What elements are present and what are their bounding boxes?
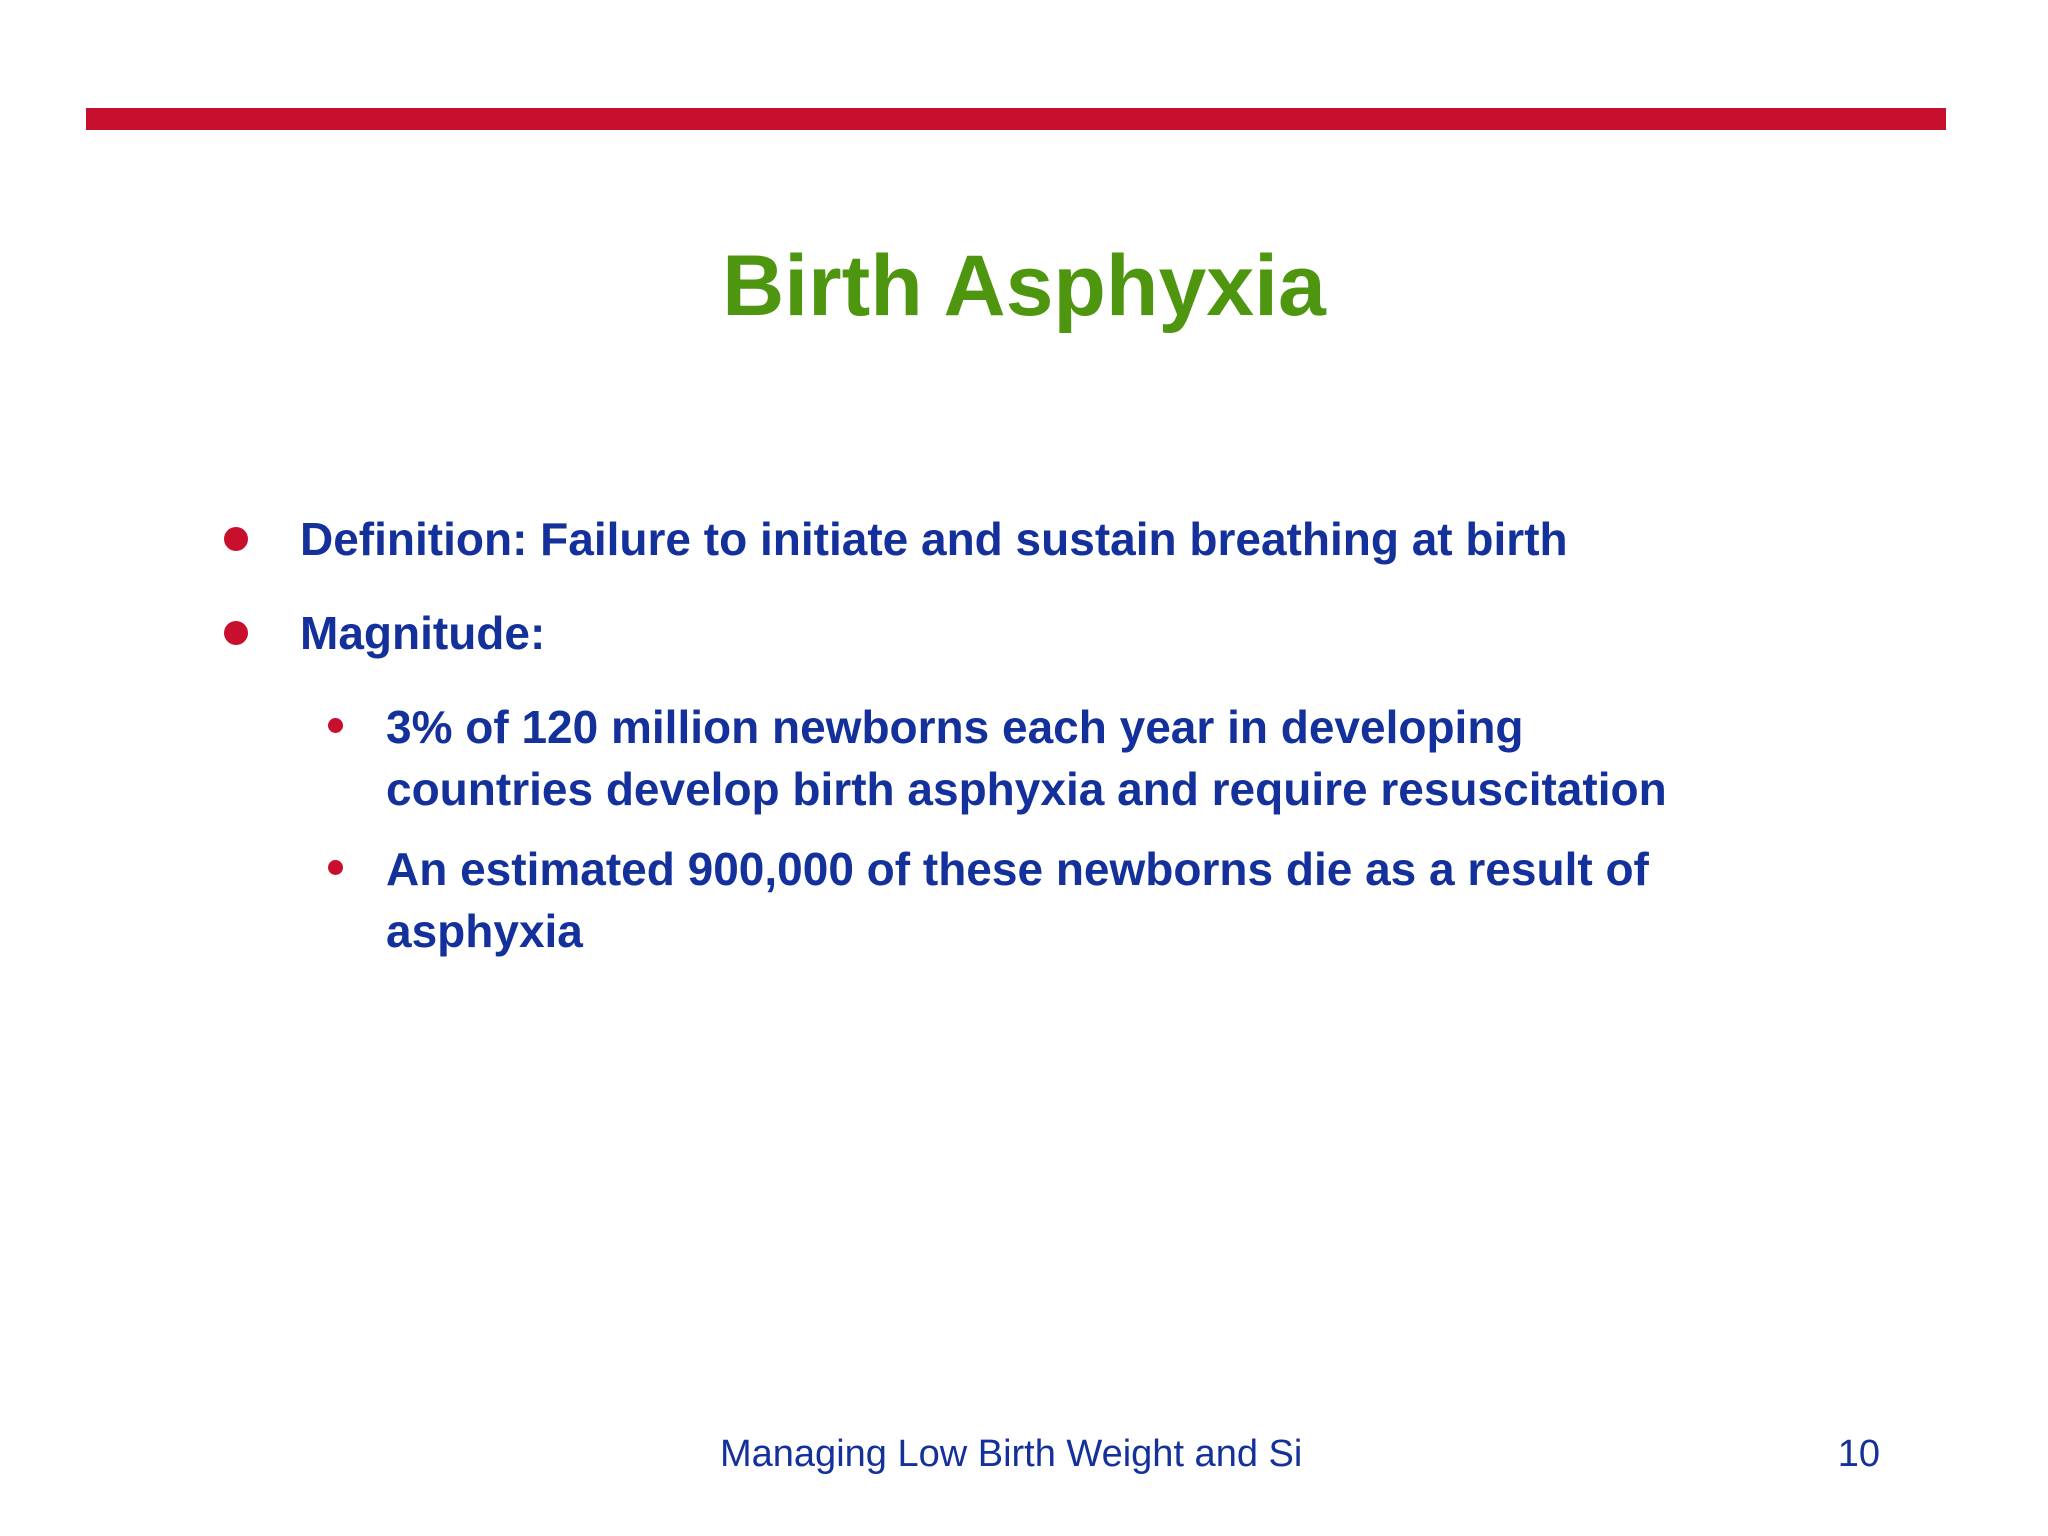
sub-bullet-item: [386, 696, 1846, 820]
bullet-dot-icon: [224, 621, 248, 645]
sub-bullet-line: countries develop birth asphyxia and require resuscitation: [386, 763, 1667, 815]
bullet-dot-icon: [328, 860, 343, 875]
bullet-dot-icon: [224, 527, 248, 551]
sub-bullet-line: An estimated 900,000 of these newborns die as a result of: [386, 843, 1649, 895]
bullet-item: [300, 508, 1800, 570]
footer-text: Managing Low Birth Weight and Si: [720, 1433, 1303, 1475]
bullet-dot-icon: [328, 718, 343, 733]
bullet-text: Definition: Failure to initiate and sustain breathing at birth: [300, 513, 1568, 565]
sub-bullet-line: 3% of 120 million newborns each year in developing: [386, 701, 1524, 753]
page-number: 10: [1837, 1433, 1880, 1475]
slide-title: Birth Asphyxia: [722, 238, 1326, 334]
sub-bullet-item: [386, 838, 1846, 962]
bullet-item: [300, 602, 1800, 664]
bullet-text: Magnitude:: [300, 607, 546, 659]
sub-bullet-line: asphyxia: [386, 905, 583, 957]
